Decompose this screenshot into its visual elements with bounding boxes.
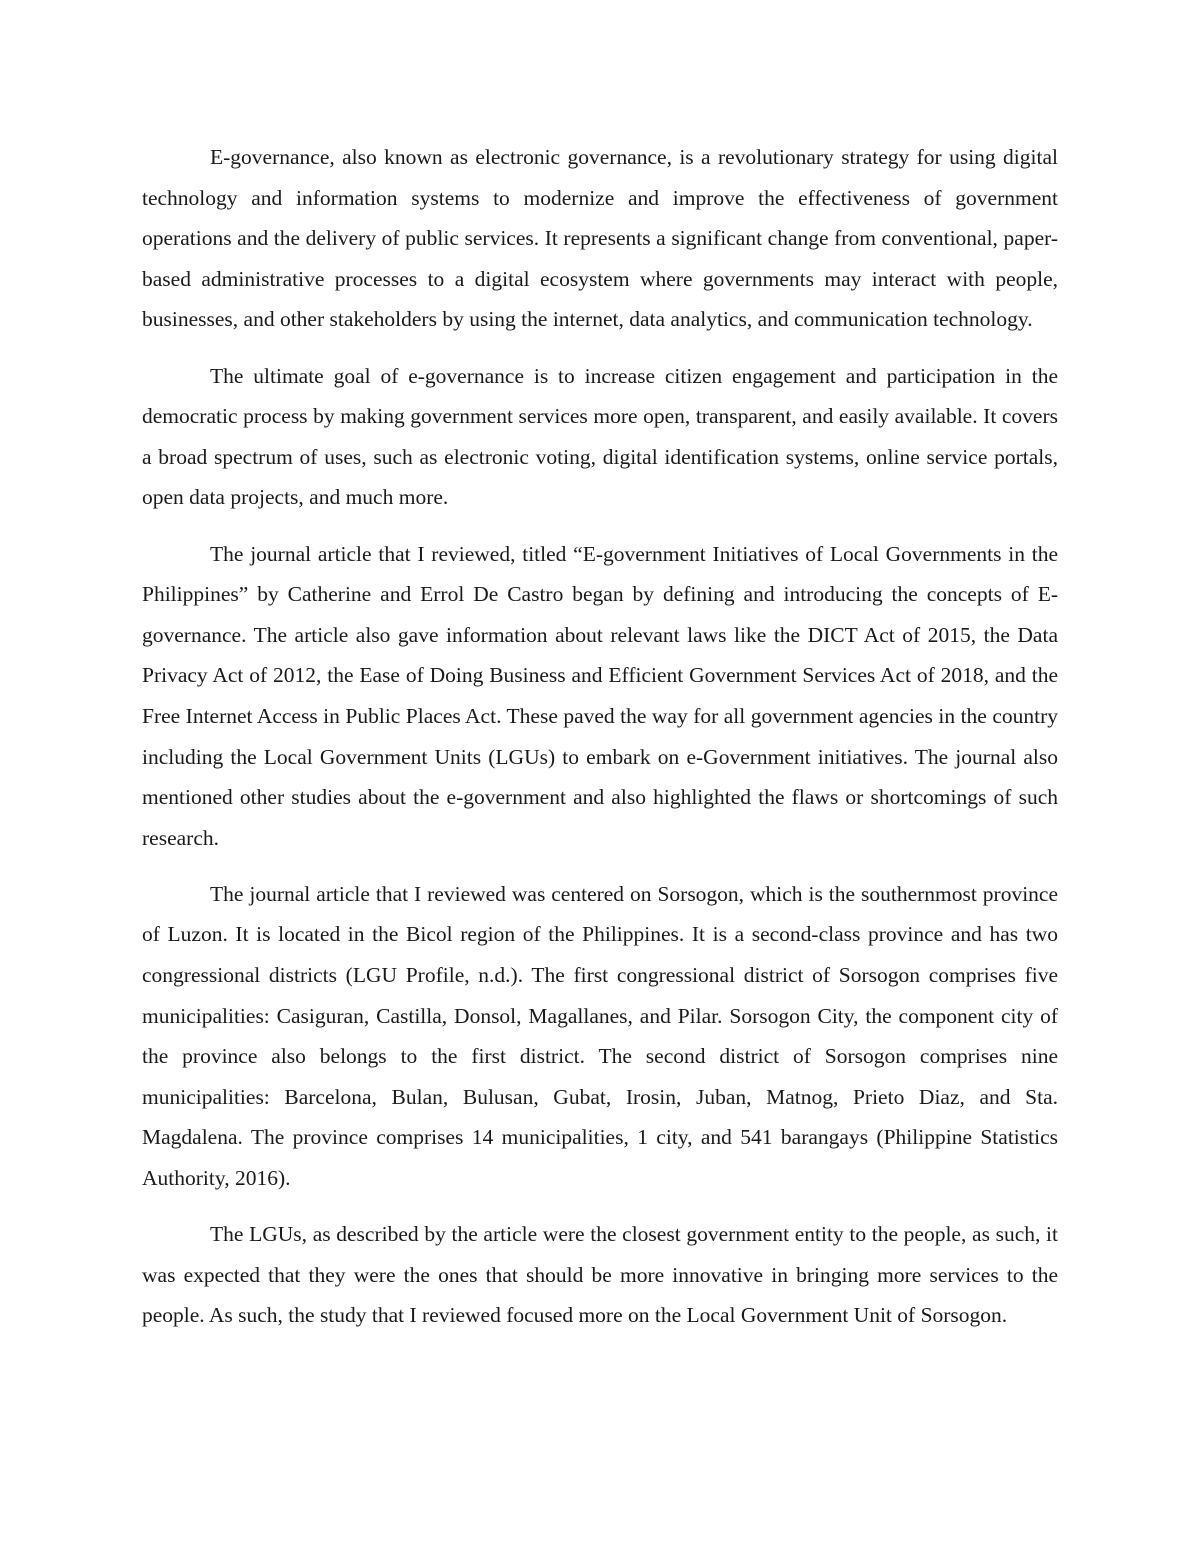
document-body [142, 137, 1058, 1352]
paragraph-journal-article-review: The journal article that I reviewed, titled “E-government Initiatives of Local Governments in the Philippines” by Catherine and Errol De Castro began by defining and introducing the concepts of E-governance. The article also gave information about relevant laws like the DICT Act of 2015, the Data Privacy Act of 2012, the Ease of Doing Business and Efficient Government Services Act of 2018, and the Free Internet Access in Public Places Act. These paved the way for all government agencies in the country including the Local Government Units (LGUs) to embark on e-Government initiatives. The journal also mentioned other studies about the e-government and also highlighted the flaws or shortcomings of such research. [142, 541, 1058, 850]
paragraph-e-governance-goal: The ultimate goal of e-governance is to increase citizen engagement and participation in the democratic process by making government services more open, transparent, and easily available. It covers a broad spectrum of uses, such as electronic voting, digital identification systems, online service portals, open data projects, and much more. [142, 363, 1058, 510]
paragraph-sorsogon-profile: The journal article that I reviewed was centered on Sorsogon, which is the southernmost province of Luzon. It is located in the Bicol region of the Philippines. It is a second-class province and has two congressional districts (LGU Profile, n.d.). The first congressional district of Sorsogon comprises five municipalities: Casiguran, Castilla, Donsol, Magallanes, and Pilar. Sorsogon City, the component city of the province also belongs to the first district. The second district of Sorsogon comprises nine municipalities: Barcelona, Bulan, Bulusan, Gubat, Irosin, Juban, Matnog, Prieto Diaz, and Sta. Magdalena. The province comprises 14 municipalities, 1 city, and 541 barangays (Philippine Statistics Authority, 2016). [142, 881, 1058, 1191]
paragraph-e-governance-definition: E-governance, also known as electronic governance, is a revolutionary strategy for using digital technology and information systems to modernize and improve the effectiveness of government operations and the delivery of public services. It represents a significant change from conventional, paper-based administrative processes to a digital ecosystem where governments may interact with people, businesses, and other stakeholders by using the internet, data analytics, and communication technology. [142, 145, 1058, 332]
paragraph-lgu-focus: The LGUs, as described by the article were the closest government entity to the people, as such, it was expected that they were the ones that should be more innovative in bringing more services to the people. As such, the study that I reviewed focused more on the Local Government Unit of Sorsogon. [142, 1222, 1058, 1328]
